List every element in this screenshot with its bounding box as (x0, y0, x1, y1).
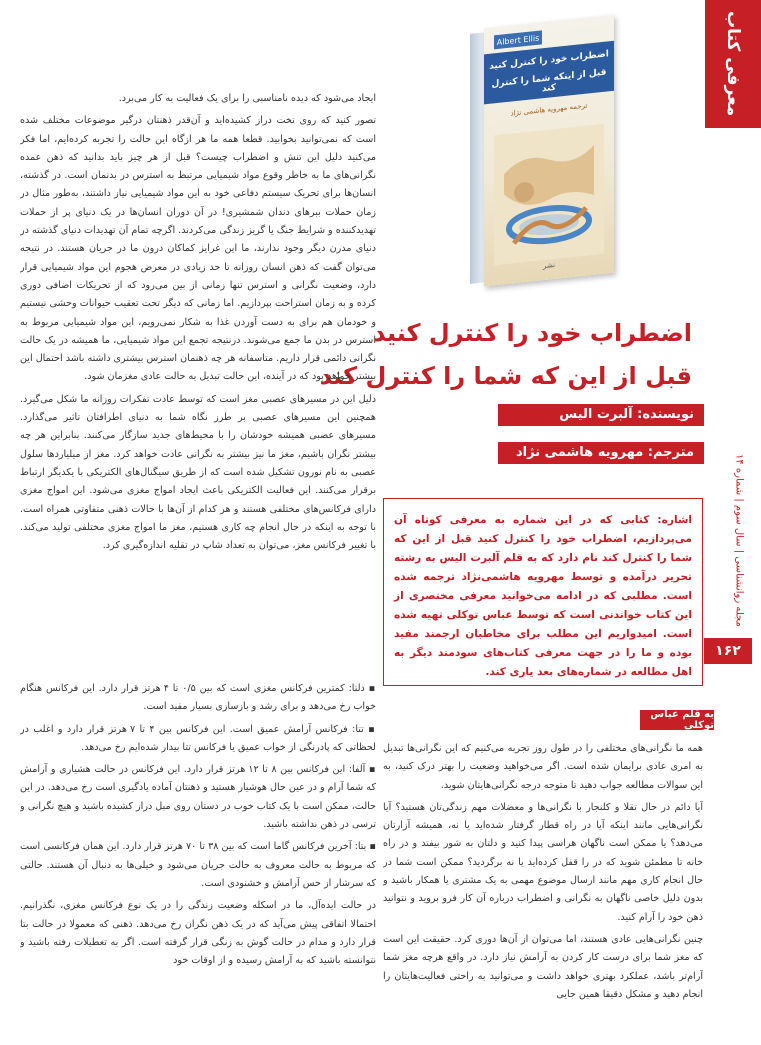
book-spine (470, 32, 484, 283)
headline-line2: قبل از این که شما را کنترل کند (319, 362, 692, 390)
book-cover (470, 14, 620, 290)
paragraph: همه ما نگرانی‌های مختلفی را در طول روز تجربه می‌کنیم که این نگرانی‌ها تبدیل به امری عادی برایمان شده است. اگر می‌خواهید وضعیت را بهتر درک کنید، به این سوالات مطالعه جواب دهید تا متوجه درجه نگرانی‌هایتان شوید. (383, 743, 703, 791)
credits (382, 402, 704, 478)
left-column-bottom (20, 680, 376, 1032)
byline-subhead: به قلم عباس توکلی (640, 710, 714, 730)
list-item: ▪ بتا: آخرین فرکانس گاما است که بین ۳۸ تا ۷۰ هرتز قرار دارد. این همان فرکانسی است که مربوط به حالت معروف به حالت جریان می‌شود و خیلی‌ها به دنبال آن هستند. حالتی که سرشار از حس آرامش و خشنودی است. (20, 841, 376, 889)
book-subtitle: ترجمه مهرویه هاشمی نژاد (510, 101, 588, 118)
side-caption: مجله روانشناسی | سال سوم | شماره ۱۴ (733, 453, 745, 627)
right-column-bottom (383, 740, 703, 1032)
headline-line1: اضطراب خود را کنترل کنید (373, 319, 692, 347)
article-headline (319, 312, 712, 402)
book-title-line1: اضطراب خود را کنترل کنید (489, 49, 609, 72)
list-item: ▪ تتا: فرکانس آرامش عمیق است. این فرکانس بین ۴ تا ۷ هرتز قرار دارد و اغلب در لحظاتی که پادرنگی از خواب عمیق یا فرکانس تتا بیدار شده‌ایم رخ می‌دهد. (20, 723, 376, 753)
book-title-line2: قبل از اینکه شما را کنترل کند (491, 67, 607, 95)
paragraph: در حالت ایده‌آل، ما در اسکله وضعیت زندگی را در یک نوع فرکانس مغزی، نگذرانیم. احتمالا اتفاقی پیش می‌آید که در یک ذهن نگران رخ می‌دهد. ذهنی که معمولا در حالت بتا قرار دارد و مدام در حالت گوش به زنگی قرار گرفته است. اگر به تعطیلات رفته باشید و نتوانسته باشید که به آرامش رسیده و از اوقات خود (20, 900, 376, 967)
paragraph: چنین نگرانی‌هایی عادی هستند، اما می‌توان از آن‌ها دوری کرد. حقیقت این است که مغز شما برای درست کار کردن به آرامش نیاز دارد. در واقع هرچه مغز شما آرام‌تر باشد، عملکرد بهتری خواهد داشت و می‌توانید به راحتی فعالیت‌هایتان را انجام دهید و مشکل دقیقا همین جایی (383, 933, 703, 1000)
intro-box (383, 498, 703, 686)
left-column-top (20, 90, 376, 676)
list-item: ▪ آلفا: این فرکانس بین ۸ تا ۱۲ هرتز قرار دارد. این فرکانس در حالت هشیاری و آرامش که شما آرام و در عین حال هوشیار هستید و ذهنتان آماده یادگیری است رخ می‌دهد. در این حالت، ممکن است با یک کتاب خوب در دستان روی مبل دراز کشیده باشید و هیچ نگرانی و ترسی در ذهن نداشته باشید. (20, 764, 376, 831)
list-item: ▪ دلتا: کمترین فرکانس مغزی است که بین ۰/۵ تا ۴ هرتز قرار دارد. این فرکانس هنگام خواب رخ می‌دهد و برای رشد و بازسازی بسیار مفید است. (20, 683, 376, 713)
book-title-band (484, 41, 614, 105)
translator-credit: مترجم: مهرویه هاشمی نژاد (498, 442, 704, 464)
paragraph: ایجاد می‌شود که دیده نامناسبی را برای یک فعالیت به کار می‌برد. (118, 93, 376, 104)
book-front (484, 15, 614, 287)
section-label: معرفی کتاب (723, 11, 743, 117)
paragraph: تصور کنید که روی تخت دراز کشیده‌اید و آن‌قدر ذهنتان درگیر موضوعات مختلف شده است که نمی‌توانید بخوابید. قطعا همه ما هر ازگاه این حالت را تجربه کرده‌ایم، اما فکر می‌کنید دلیل این تنش و اضطراب چیست؟ قبل از هر چیز باید بدانید که ذهن عمده نگرانی‌های ما به خاطر وقوع مواد شیمیایی مرتبط به استرس در بدنمان است. در گذشته، انسان‌ها برای تحریک سیستم دفاعی خود به این مواد شیمیایی نیاز داشتند، به‌طور مثال در زمان حملات ببرهای دندان شمشیری! در آن دوران انسان‌ها در یک دنیای پر از حملات تهدیدکننده و شرایط جنگ یا گریز زندگی می‌کردند. اگرچه تمام آن تهدیدات دنیای گذشته در دنیای مدرن دیگر وجود ندارند، ما این غرایز کماکان درون ما در جریان هستند. در نتیجه می‌توان گفت که ذهن انسان روزانه تا حد زیادی در معرض هجوم این مواد شیمیایی قرار دارد، وضعیت نگرانی و استرس تنها زمانی از بین می‌رود که از تحریکات اضافی دوری کرده و به زمان استراحت بپردازیم. اما زمانی که دیگر تحت تعقیب حیوانات وحشی نیستیم و خودمان هم برای به دست آوردن غذا به شکار نمی‌رویم، این مواد شیمیایی مربوط به استرس در بدن ما جمع می‌شوند. درنتیجه تجمع این مواد شیمیایی، ما همیشه در یک حالت نگرانی دائمی قرار داریم. متاسفانه هر چه ذهنمان استرس بیشتری داشته باشد احتمال این بیشتر خواهد بود که در آینده، این حالت تبدیل به حالت عادی مغزمان شود. (20, 115, 376, 383)
intro-text: اشاره: کتابی که در این شماره به معرفی کوتاه آن می‌پردازیم، اضطراب خود را کنترل کنید قبل از این که شما را کنترل کند نام دارد که به قلم آلبرت الیس به رشته تحریر درآمده و توسط مهرویه هاشمی‌نژاد ترجمه شده است. مطلبی که در ادامه می‌خوانید معرفی مختصری از این کتاب خواندنی است که توسط عباس توکلی تهیه شده است. امیدواریم این مطلب برای مخاطبان ارجمند مفید بوده و ما را در جهت معرفی کتاب‌های سودمند دیگر به اهل مطالعه در شماره‌های بعد یاری کند. (394, 514, 692, 678)
section-banner (705, 0, 761, 128)
author-credit: نویسنده: آلبرت الیس (498, 404, 704, 426)
book-author: Albert Ellis (494, 30, 542, 49)
paragraph: آیا دائم در حال تقلا و کلنجار با نگرانی‌ها و معضلات مهم زندگی‌تان هستید؟ آیا نگرانی‌هایی مانند اینکه آیا در راه قطار گرفتار شده‌اید یا نه، همیشه آزارتان می‌دهد؟ یا ممکن است ناگهان هراسی پیدا کنید و دلتان به شور بیفتد و در راه خانه تا مطمئن شوید که در را قفل کرده‌اید یا نه برگردید؟ ممکن است شما در حال انجام کاری مهم مانند ارسال موضوع مهمی به یک مشتری یا همکار باشید و بدون دلیل خاصی ناگهان به نگرانی و اضطراب درباره آن کار فرو بروید و نتوانید ذهن خود را آرام کنید. (383, 801, 703, 923)
book-cover-illustration (494, 124, 604, 266)
book-publisher: نشر (542, 260, 556, 271)
page-number: ۱۶۲ (704, 638, 752, 664)
paragraph: دلیل این در مسیرهای عصبی مغز است که توسط عادت تفکرات روزانه ما شکل می‌گیرد. همچنین این مسیرهای عصبی بر طرز نگاه شما به دنیای اطرافتان تاثیر می‌گذارد. مسیرهای عصبی همیشه خودشان را با محیط‌های جدید سازگار می‌کنند. بنابراین هر چه بیشتر نگران باشیم، مغز ما نیز بیشتر به نگرانی عادت خواهد کرد. مغز از میلیاردها سلول عصبی به نام نورون تشکیل شده است که از طریق سیگنال‌های الکتریکی با یکدیگر ارتباط برقرار می‌کنند. این فعالیت الکتریکی باعث ایجاد امواج مغزی می‌شود. این امواج مغزی دارای فرکانس‌های مختلفی هستند و هر کدام از آن‌ها با حالات ذهنی متفاوتی همراه است. با توجه به اینکه در حال انجام چه کاری هستیم، مغز ما امواج مغزی مختلفی تولید می‌کند. با تغییر فرکانس مغز، می‌توان به تعداد شاپ در تقلیه اندازه‌گیری کرد. (20, 393, 376, 552)
